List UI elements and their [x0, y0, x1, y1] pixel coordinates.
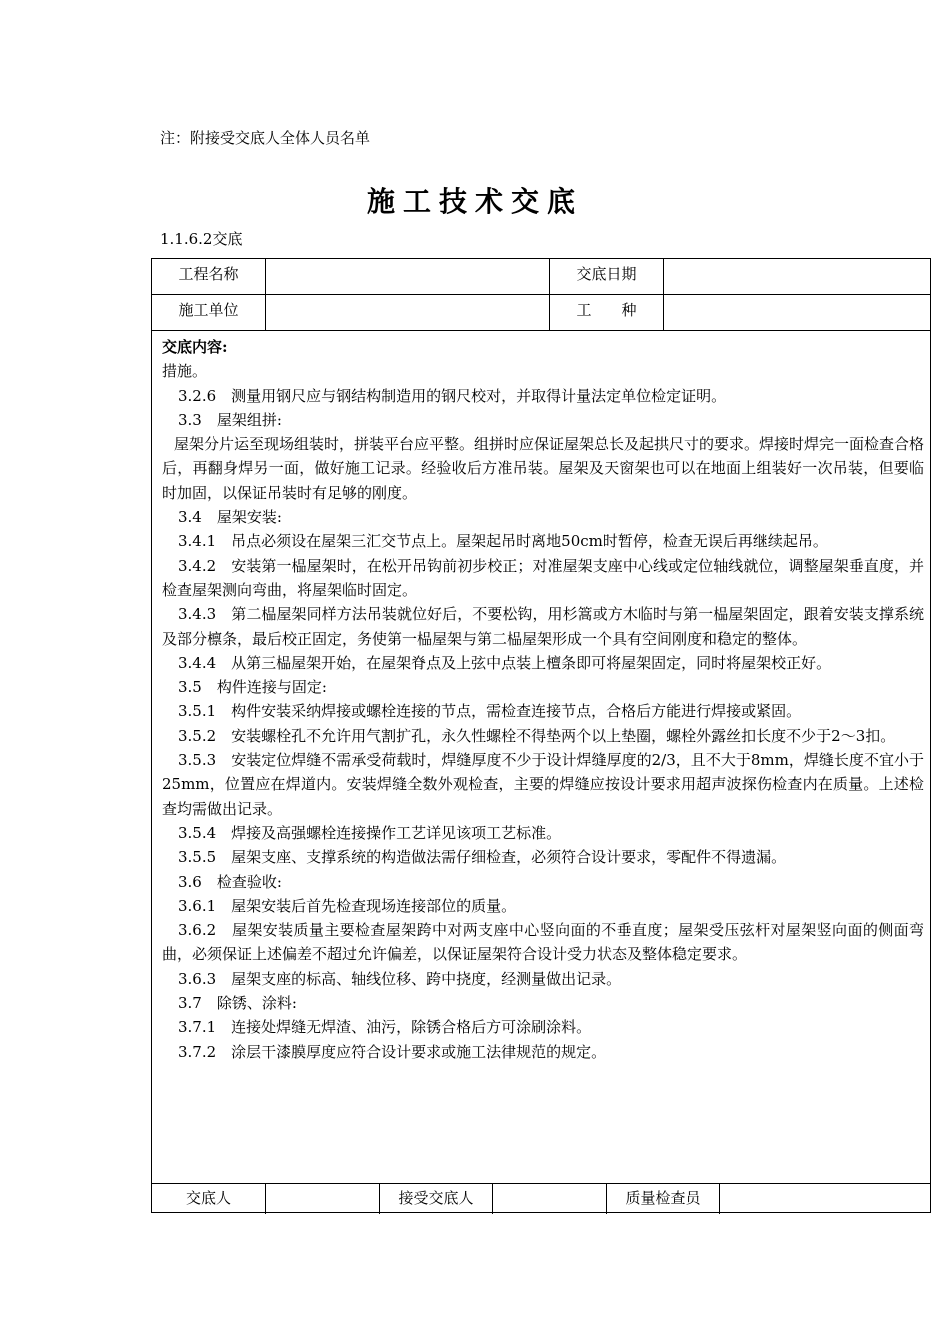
project-name-field[interactable]	[266, 263, 548, 291]
content-paragraph: 3.6.3 屋架支座的标高、轴线位移、跨中挠度，经测量做出记录。	[178, 969, 622, 988]
content-paragraph: 3.4.2 安装第一榀屋架时，在松开吊钩前初步校正；对准屋架支座中心线或定位轴线就位，调整屋架垂直度，并检查屋架测向弯曲，将屋架临时固定。	[162, 556, 924, 599]
content-paragraph: 3.4.1 吊点必须设在屋架三汇交节点上。屋架起吊时离地50cm时暂停，检查无误后再继续起吊。	[178, 532, 828, 551]
disclosure-form	[151, 258, 931, 1213]
row-divider	[152, 330, 930, 331]
content-paragraph: 3.5 构件连接与固定:	[178, 678, 327, 697]
content-paragraph: 3.2.6 测量用钢尺应与钢结构制造用的钢尺校对，并取得计量法定单位检定证明。	[178, 386, 727, 405]
content-paragraph: 措施。	[162, 362, 208, 381]
content-paragraph: 屋架分片运至现场组装时，拼装平台应平整。组拼时应保证屋架总长及起拱尺寸的要求。焊接时焊完一面检查合格后，再翻身焊另一面，做好施工记录。经验收后方准吊装。屋架及天窗架也可以在地面上组装好一次吊装，但要临时加固，以保证吊装时有足够的刚度。	[162, 435, 925, 502]
discloser-label: 交底人	[185, 1189, 231, 1207]
unit-field[interactable]	[266, 299, 548, 327]
content-paragraph: 3.7.2 涂层干漆膜厚度应符合设计要求或施工法律规范的规定。	[178, 1042, 607, 1061]
content-paragraph: 3.6 检查验收:	[178, 872, 282, 891]
content-paragraph: 3.5.4 焊接及高强螺栓连接操作工艺详见该项工艺标准。	[178, 823, 562, 842]
content-paragraph: 3.4.4 从第三榀屋架开始，在屋架脊点及上弦中点装上檀条即可将屋架固定，同时将屋架校正好。	[178, 653, 832, 672]
row-divider	[152, 1183, 930, 1184]
col-divider	[265, 1183, 266, 1214]
project-name-label: 工程名称	[178, 265, 239, 283]
trade-field[interactable]	[664, 299, 930, 327]
receiver-label: 接受交底人	[398, 1189, 474, 1207]
content-paragraph: 3.5.5 屋架支座、支撑系统的构造做法需仔细检查，必须符合设计要求，零配件不得遗漏。	[178, 848, 787, 867]
content-heading: 交底内容:	[162, 338, 228, 356]
content-paragraph: 3.5.1 构件安装采纳焊接或螺栓连接的节点，需检查连接节点，合格后方能进行焊接或紧固。	[178, 702, 802, 721]
inspector-label: 质量检查员	[625, 1189, 701, 1207]
content-paragraph: 3.7.1 连接处焊缝无焊渣、油污，除锈合格后方可涂刷涂料。	[178, 1018, 592, 1037]
note-text: 注：附接受交底人全体人员名单	[160, 129, 371, 147]
section-label: 1.1.6.2交底	[160, 230, 243, 248]
date-field[interactable]	[664, 263, 930, 291]
date-label: 交底日期	[576, 265, 637, 283]
content-paragraph: 3.5.2 安装螺栓孔不允许用气割扩孔，永久性螺栓不得垫两个以上垫圈，螺栓外露丝扣长度不少于2～3扣。	[178, 726, 896, 745]
unit-label: 施工单位	[178, 301, 239, 319]
col-divider	[719, 1183, 720, 1214]
content-paragraph: 3.4 屋架安装:	[178, 508, 282, 527]
disclosure-content	[162, 335, 924, 1064]
content-paragraph: 3.6.2 屋架安装质量主要检查屋架跨中对两支座中心竖向面的不垂直度；屋架受压弦杆对屋架竖向面的侧面弯曲，必须保证上述偏差不超过允许偏差，以保证屋架符合设计受力状态及整体稳定要求。	[162, 921, 924, 964]
row-divider	[152, 294, 930, 295]
col-divider	[492, 1183, 493, 1214]
content-paragraph: 3.6.1 屋架安装后首先检查现场连接部位的质量。	[178, 896, 517, 915]
content-paragraph: 3.3 屋架组拼:	[178, 410, 282, 429]
page-title: 施工技术交底	[366, 185, 583, 218]
trade-label: 工 种	[576, 301, 637, 319]
content-paragraph: 3.5.3 安装定位焊缝不需承受荷载时，焊缝厚度不少于设计焊缝厚度的2/3，且不大于8mm，焊缝长度不宜小于25mm，位置应在焊道内。安装焊缝全数外观检查，主要的焊缝应按设计要求用超声波探伤检查内在质量。上述检查均需做出记录。	[162, 751, 924, 818]
content-paragraph: 3.7 除锈、涂料:	[178, 994, 297, 1013]
content-paragraph: 3.4.3 第二榀屋架同样方法吊装就位好后，不要松钩，用杉篙或方木临时与第一榀屋架固定，跟着安装支撑系统及部分檩条，最后校正固定，务使第一榀屋架与第二榀屋架形成一个具有空间刚度和稳定的整体。	[162, 605, 924, 648]
